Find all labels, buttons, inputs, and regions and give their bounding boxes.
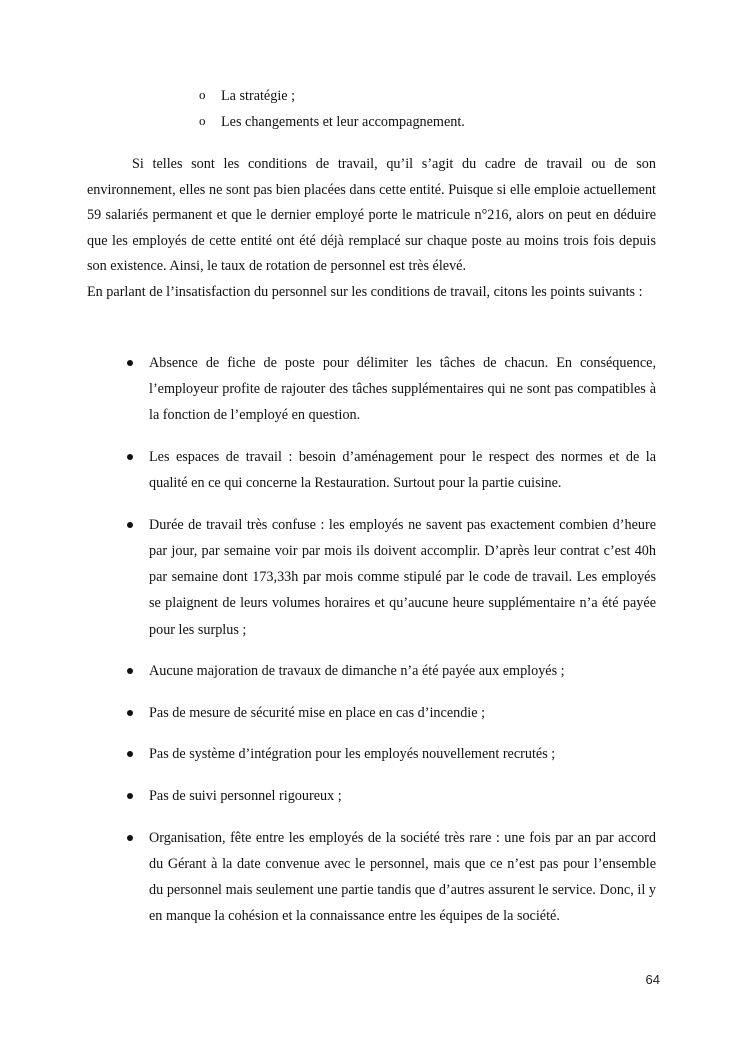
bullet-item — [87, 444, 656, 496]
bullet-item — [87, 783, 656, 809]
circle-bullet-icon: o — [199, 87, 206, 102]
bullet-item — [87, 350, 656, 429]
bullet-dot-icon — [127, 454, 133, 460]
bullet-item — [87, 825, 656, 930]
page-number: 64 — [645, 972, 660, 987]
bullet-dot-icon — [127, 668, 133, 674]
sub-list-item-text: Les changements et leur accompagnement. — [221, 114, 465, 130]
bullet-item-text: Organisation, fête entre les employés de la société très rare : une fois par an par accord du Gérant à la date convenue avec le personnel, mais que ce n’est pas pour l’ensemble du personnel mais seulement une partie tandis que d’autres assurent le service. Donc, il y en manque la cohésion et la connaissance entre les équipes de la société. — [149, 829, 656, 925]
bullet-dot-icon — [127, 835, 133, 841]
paragraph-work-conditions: Si telles sont les conditions de travail, qu’il s’agit du cadre de travail ou de son environnement, elles ne sont pas bien placées dans cette entité. Puisque si elle emploie actuellement 59 salariés permanent et que le dernier employé porte le matricule n°216, alors on peut en déduire que les employés de cette entité ont été déjà remplacé sur chaque poste au moins trois fois depuis son existence. Ainsi, le taux de rotation de personnel est très élevé. — [87, 156, 656, 275]
bullet-item-text: Pas de mesure de sécurité mise en place en cas d’incendie ; — [149, 704, 486, 721]
bullet-item-text: Pas de suivi personnel rigoureux ; — [149, 787, 342, 804]
bullet-item — [87, 658, 656, 684]
sub-list-item — [199, 86, 465, 112]
bullet-item-text: Pas de système d’intégration pour les employés nouvellement recrutés ; — [149, 746, 556, 763]
sub-list-item-text: La stratégie ; — [221, 88, 296, 104]
sub-list — [199, 86, 465, 138]
sub-list-item — [199, 112, 465, 138]
bullet-dot-icon — [127, 751, 133, 757]
bullet-list — [87, 350, 656, 945]
bullet-item — [87, 741, 656, 767]
bullet-item — [87, 512, 656, 643]
paragraph-dissatisfaction-intro: En parlant de l’insatisfaction du personnel sur les conditions de travail, citons les points suivants : — [87, 284, 643, 300]
circle-bullet-icon: o — [199, 113, 206, 128]
bullet-item-text: Durée de travail très confuse : les employés ne savent pas exactement combien d’heure par jour, par semaine voir par mois ils doivent accomplir. D’après leur contrat c’est 40h par semaine dont 173,33h par mois comme stipulé par le code de travail. Les employés se plaignent de leurs volumes horaires et qu’aucune heure supplémentaire n’a été payée pour les surplus ; — [149, 516, 656, 638]
bullet-dot-icon — [127, 360, 133, 366]
bullet-dot-icon — [127, 710, 133, 716]
bullet-item-text: Les espaces de travail : besoin d’aménagement pour le respect des normes et de la qualité en ce qui concerne la Restauration. Surtout pour la partie cuisine. — [149, 449, 656, 492]
bullet-item-text: Aucune majoration de travaux de dimanche n’a été payée aux employés ; — [149, 663, 565, 680]
bullet-dot-icon — [127, 522, 133, 528]
bullet-dot-icon — [127, 793, 133, 799]
bullet-item-text: Absence de fiche de poste pour délimiter les tâches de chacun. En conséquence, l’employeur profite de rajouter des tâches supplémentaires qui ne sont pas compatibles à la fonction de l’employé en question. — [149, 355, 656, 424]
bullet-item — [87, 700, 656, 726]
